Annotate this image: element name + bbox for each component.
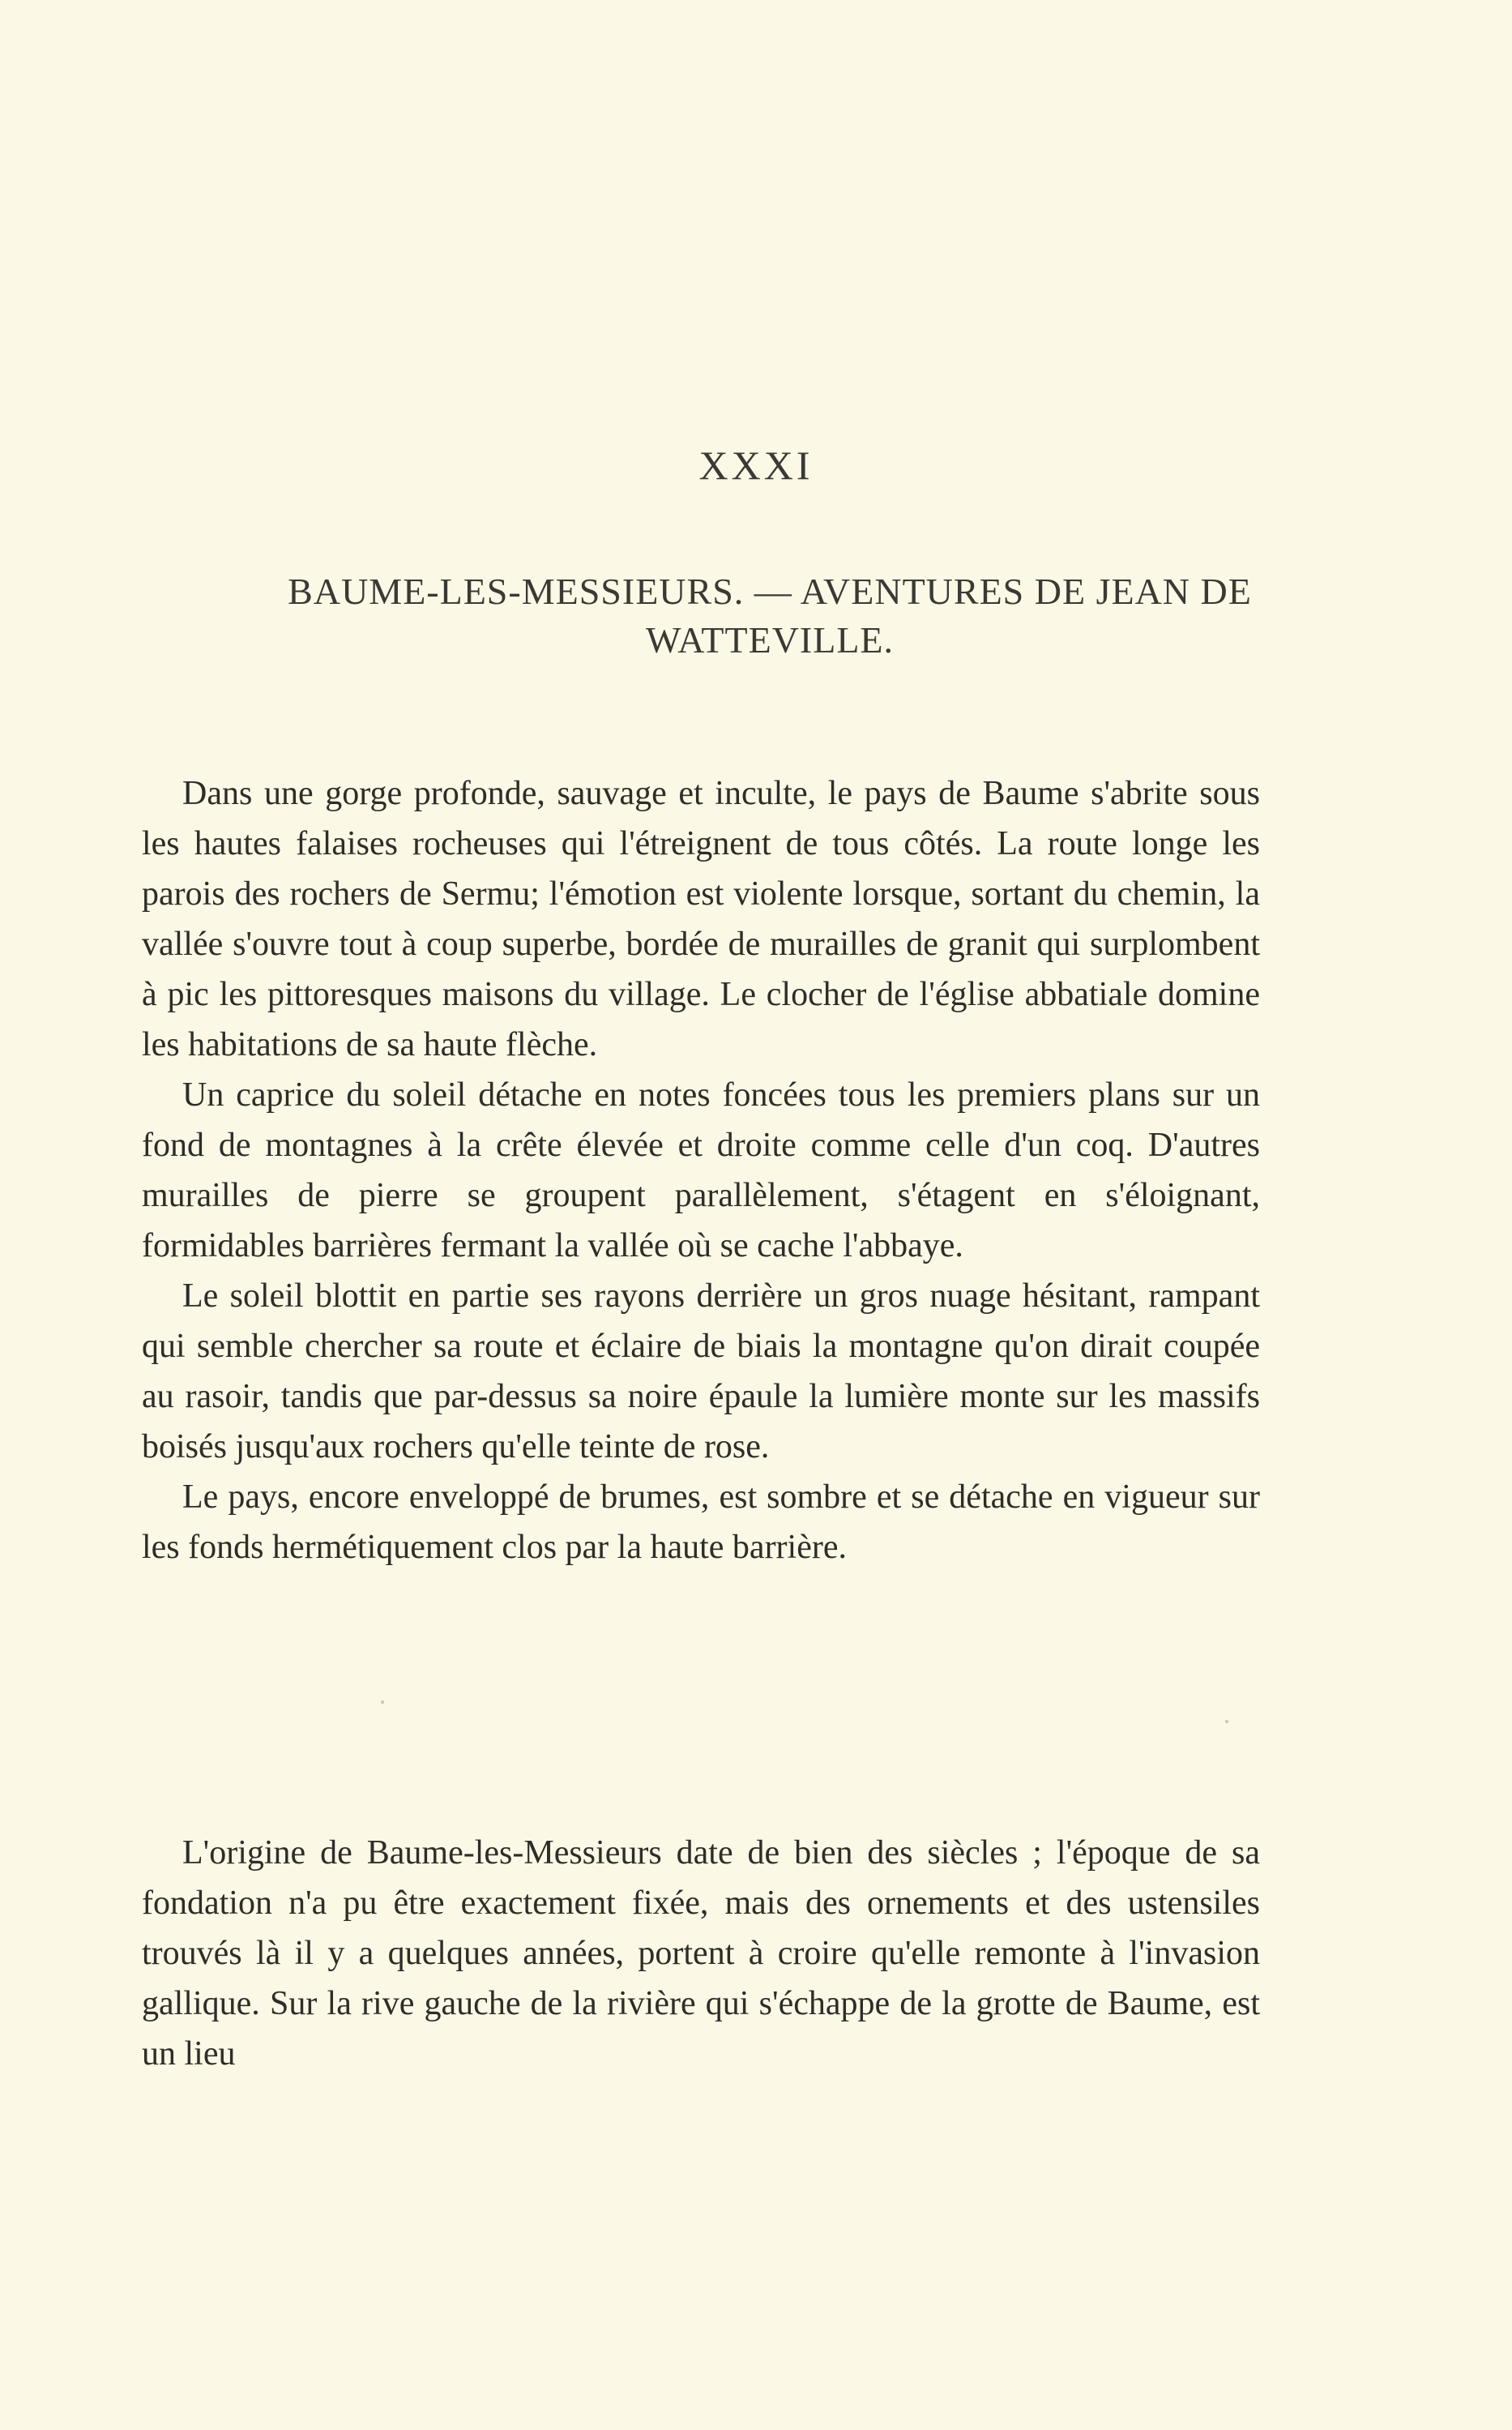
paragraph: Le soleil blottit en partie ses rayons derrière un gros nuage hésitant, rampant qui semble chercher sa route et éclaire de biais la montagne qu'on dirait coupée au rasoir, tandis que par-dessus sa noire épaule la lumière monte sur les massifs boisés jusqu'aux rochers qu'elle teinte de rose. bbox=[142, 1277, 1260, 1465]
text-block-second-section bbox=[142, 1828, 1260, 2079]
paragraph: Le pays, encore enveloppé de brumes, est sombre et se détache en vigueur sur les fonds hermétiquement clos par la haute barrière. bbox=[142, 1478, 1260, 1566]
paragraph: Un caprice du soleil détache en notes foncées tous les premiers plans sur un fond de montagnes à la crête élevée et droite comme celle d'un coq. D'autres murailles de pierre se groupent parallèlement, s'étagent en s'éloignant, formidables barrières fermant la vallée où se cache l'abbaye. bbox=[142, 1076, 1260, 1264]
paragraph: Dans une gorge profonde, sauvage et inculte, le pays de Baume s'abrite sous les hautes falaises rocheuses qui l'étreignent de tous côtés. La route longe les parois des rochers de Sermu; l'émotion est violente lorsque, sortant du chemin, la vallée s'ouvre tout à coup superbe, bordée de murailles de granit qui surplombent à pic les pittoresques maisons du village. Le clocher de l'église abbatiale domine les habitations de sa haute flèche. bbox=[142, 775, 1260, 1063]
paper-speck bbox=[1225, 1720, 1228, 1723]
chapter-title: BAUME-LES-MESSIEURS. — AVENTURES DE JEAN DE WATTEVILLE. bbox=[288, 571, 1252, 661]
text-block-first-section bbox=[142, 768, 1260, 1572]
chapter-number: XXXI bbox=[698, 443, 814, 488]
paper-speck bbox=[381, 1701, 384, 1704]
paragraph: L'origine de Baume-les-Messieurs date de bien des siècles ; l'époque de sa fondation n'a pu être exactement fixée, mais des ornements et des ustensiles trouvés là il y a quelques années, portent à croire qu'elle remonte à l'invasion gallique. Sur la rive gauche de la rivière qui s'échappe de la grotte de Baume, est un lieu bbox=[142, 1834, 1260, 2073]
